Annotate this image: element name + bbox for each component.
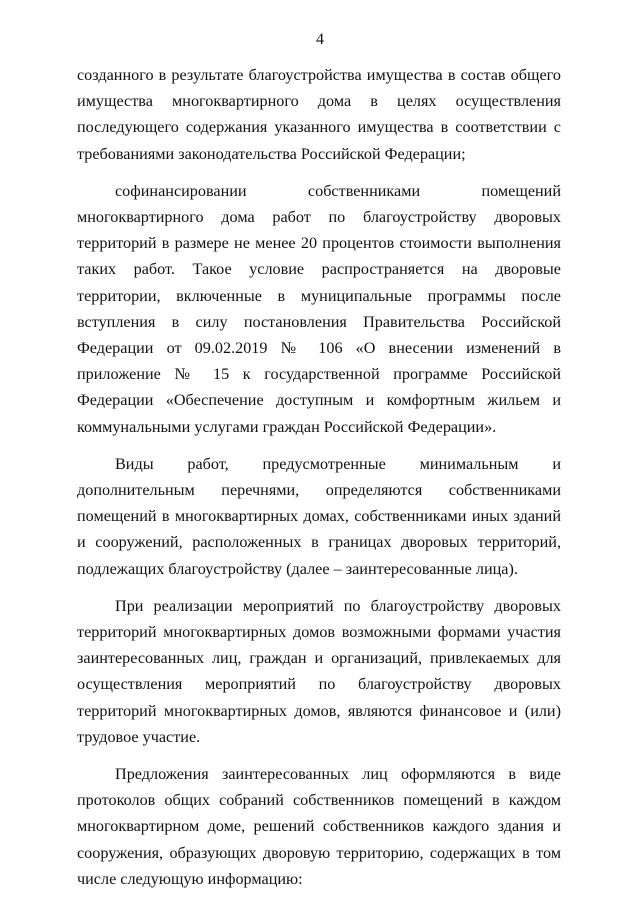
page-number: 4: [316, 31, 324, 48]
paragraph-participation-forms: При реализации мероприятий по благоустройству дворовых территорий многоквартирных домов возможными формами участия заинтересованных лиц, граждан и организаций, привлекаемых для осуществления мероприятий по благоустройству дворовых территорий многоквартирных домов, являются финансовое и (или) трудовое участие.: [77, 596, 561, 746]
paragraph-work-types: Виды работ, предусмотренные минимальным и дополнительным перечнями, определяются собственниками помещений в многоквартирных домах, собственниками иных зданий и сооружений, расположенных в границах дворовых территорий, подлежащих благоустройству (далее – заинтересованные лица).: [77, 454, 561, 578]
paragraph-proposals: Предложения заинтересованных лиц оформляются в виде протоколов общих собраний собственников помещений в каждом многоквартирном доме, решений собственников каждого здания и сооружения, образующих дворовую территорию, содержащих в том числе следующую информацию:: [77, 765, 561, 888]
paragraph-cofinancing: софинансировании собственниками помещений многоквартирного дома работ по благоустройству дворовых территорий в размере не менее 20 процентов стоимости выполнения таких работ. Такое условие распространяется на дворовые территории, включенные в муниципальные программы после вступления в силу постановления Правительства Российской Федерации от 09.02.2019 № 106 «О внесении изменений в приложение № 15 к государственной программе Российской Федерации «Обеспечение доступным и комфортным жильем и коммунальными услугами граждан Российской Федерации».: [77, 181, 561, 436]
document-body: [77, 62, 561, 892]
paragraph-continuation: созданного в результате благоустройства имущества в состав общего имущества многоквартирного дома в целях осуществления последующего содержания указанного имущества в соответствии с требованиями законодательства Российской Федерации;: [77, 66, 561, 163]
